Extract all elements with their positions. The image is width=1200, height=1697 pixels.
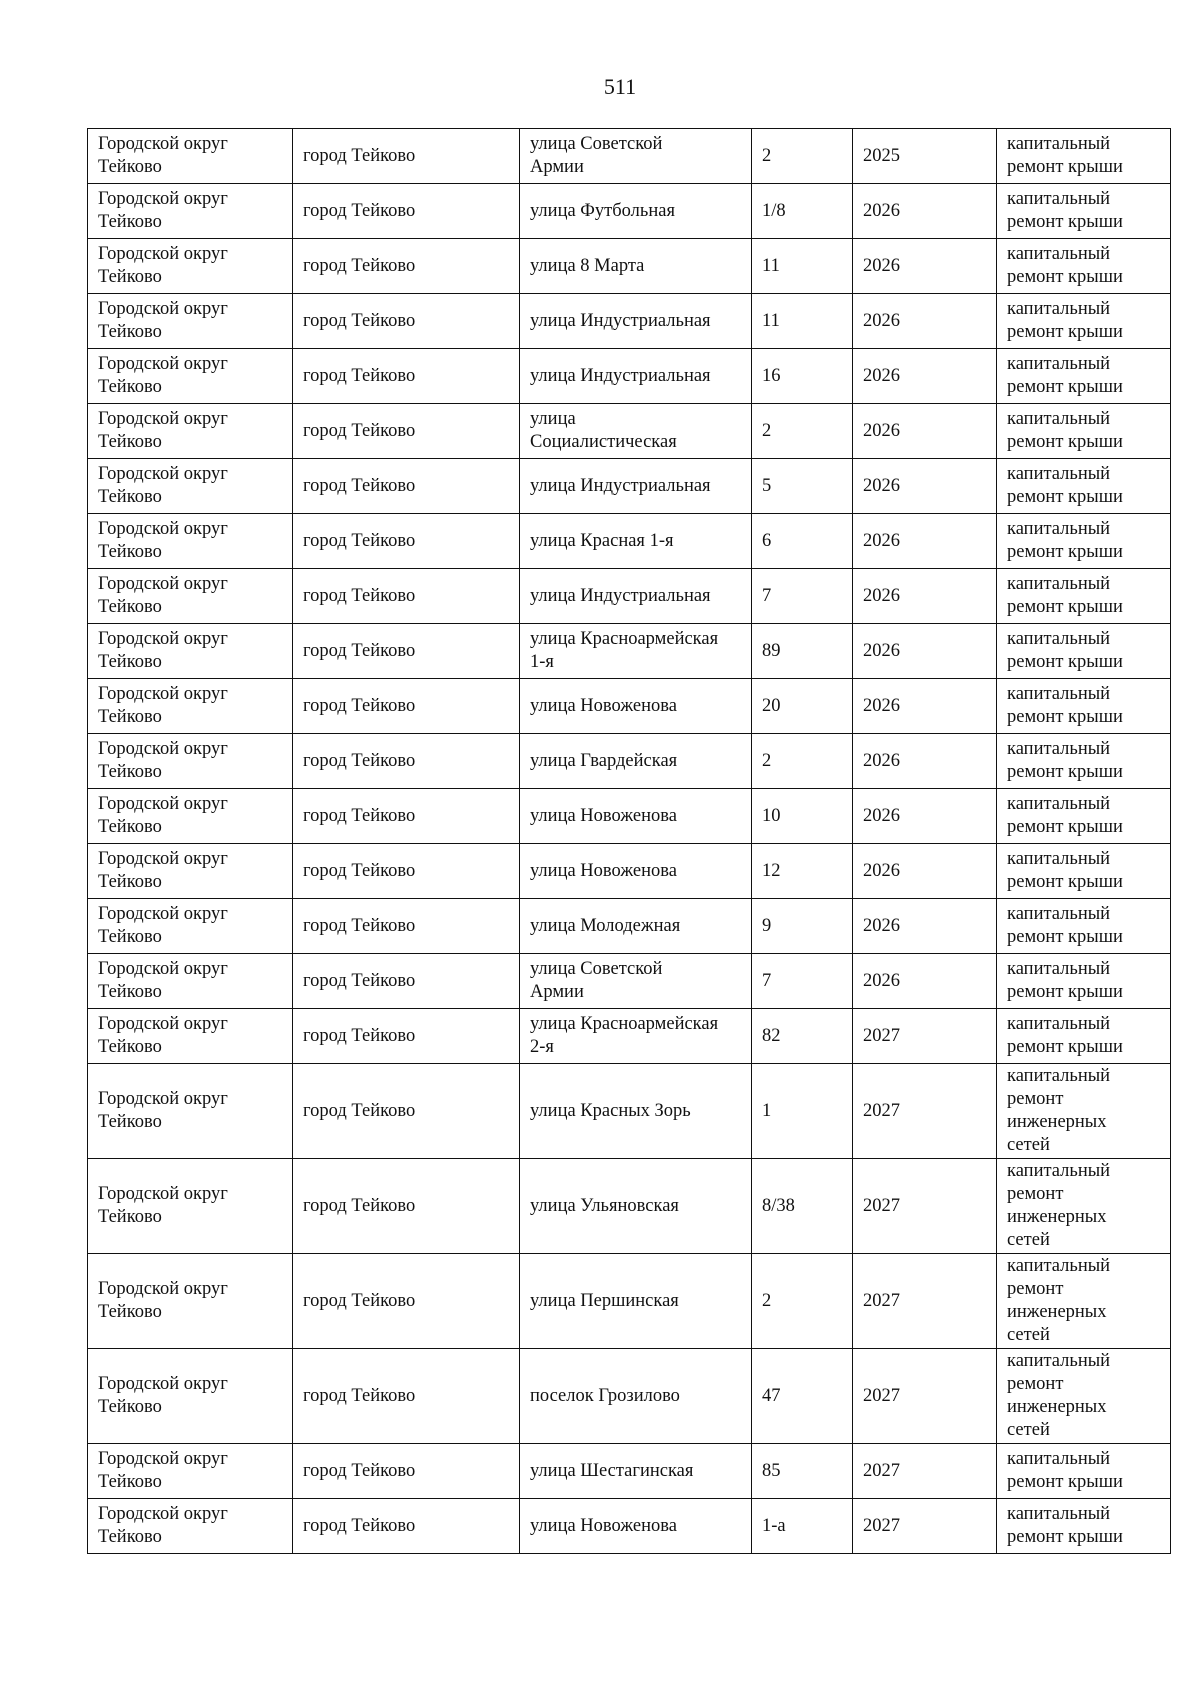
- settlement-cell: город Тейково: [293, 1349, 520, 1444]
- municipality-cell: Городской округ Тейково: [88, 679, 293, 734]
- year-cell: 2027: [853, 1254, 997, 1349]
- house-number-cell: 11: [752, 239, 853, 294]
- year-cell: 2027: [853, 1499, 997, 1554]
- work-type-cell: капитальный ремонт крыши: [997, 294, 1171, 349]
- year-cell: 2026: [853, 899, 997, 954]
- table-row: [88, 569, 1171, 624]
- year-cell: 2026: [853, 624, 997, 679]
- municipality-cell: Городской округ Тейково: [88, 1444, 293, 1499]
- table-row: [88, 1064, 1171, 1159]
- repair-schedule-table: [87, 128, 1171, 1554]
- municipality-cell: Городской округ Тейково: [88, 624, 293, 679]
- work-type-cell: капитальный ремонт крыши: [997, 514, 1171, 569]
- street-cell: улица Красноармейская 2-я: [520, 1009, 752, 1064]
- work-type-cell: капитальный ремонт крыши: [997, 1444, 1171, 1499]
- year-cell: 2026: [853, 404, 997, 459]
- settlement-cell: город Тейково: [293, 624, 520, 679]
- street-cell: улица Индустриальная: [520, 459, 752, 514]
- settlement-cell: город Тейково: [293, 569, 520, 624]
- work-type-cell: капитальный ремонт крыши: [997, 569, 1171, 624]
- street-cell: улица Гвардейская: [520, 734, 752, 789]
- street-cell: улица Индустриальная: [520, 294, 752, 349]
- year-cell: 2027: [853, 1444, 997, 1499]
- year-cell: 2026: [853, 569, 997, 624]
- table-row: [88, 129, 1171, 184]
- municipality-cell: Городской округ Тейково: [88, 404, 293, 459]
- table-row: [88, 514, 1171, 569]
- work-type-cell: капитальный ремонт крыши: [997, 459, 1171, 514]
- work-type-cell: капитальный ремонт крыши: [997, 954, 1171, 1009]
- street-cell: улица Ульяновская: [520, 1159, 752, 1254]
- settlement-cell: город Тейково: [293, 129, 520, 184]
- year-cell: 2027: [853, 1349, 997, 1444]
- street-cell: улица Социалистическая: [520, 404, 752, 459]
- table-row: [88, 844, 1171, 899]
- work-type-cell: капитальный ремонт крыши: [997, 1009, 1171, 1064]
- settlement-cell: город Тейково: [293, 789, 520, 844]
- street-cell: улица Красных Зорь: [520, 1064, 752, 1159]
- work-type-cell: капитальный ремонт инженерных сетей: [997, 1254, 1171, 1349]
- work-type-cell: капитальный ремонт крыши: [997, 1499, 1171, 1554]
- year-cell: 2026: [853, 844, 997, 899]
- settlement-cell: город Тейково: [293, 1254, 520, 1349]
- settlement-cell: город Тейково: [293, 679, 520, 734]
- table-row: [88, 239, 1171, 294]
- house-number-cell: 2: [752, 129, 853, 184]
- work-type-cell: капитальный ремонт крыши: [997, 239, 1171, 294]
- table-row: [88, 1499, 1171, 1554]
- table-row: [88, 1009, 1171, 1064]
- municipality-cell: Городской округ Тейково: [88, 954, 293, 1009]
- house-number-cell: 1/8: [752, 184, 853, 239]
- municipality-cell: Городской округ Тейково: [88, 789, 293, 844]
- street-cell: улица Новоженова: [520, 679, 752, 734]
- street-cell: улица Першинская: [520, 1254, 752, 1349]
- settlement-cell: город Тейково: [293, 349, 520, 404]
- table-row: [88, 459, 1171, 514]
- settlement-cell: город Тейково: [293, 294, 520, 349]
- street-cell: улица 8 Марта: [520, 239, 752, 294]
- house-number-cell: 9: [752, 899, 853, 954]
- street-cell: поселок Грозилово: [520, 1349, 752, 1444]
- municipality-cell: Городской округ Тейково: [88, 1254, 293, 1349]
- table-body: [88, 129, 1171, 1554]
- work-type-cell: капитальный ремонт крыши: [997, 734, 1171, 789]
- municipality-cell: Городской округ Тейково: [88, 129, 293, 184]
- municipality-cell: Городской округ Тейково: [88, 899, 293, 954]
- year-cell: 2026: [853, 734, 997, 789]
- house-number-cell: 2: [752, 734, 853, 789]
- municipality-cell: Городской округ Тейково: [88, 734, 293, 789]
- house-number-cell: 2: [752, 404, 853, 459]
- street-cell: улица Молодежная: [520, 899, 752, 954]
- settlement-cell: город Тейково: [293, 1444, 520, 1499]
- table-row: [88, 1159, 1171, 1254]
- year-cell: 2027: [853, 1064, 997, 1159]
- municipality-cell: Городской округ Тейково: [88, 1159, 293, 1254]
- house-number-cell: 47: [752, 1349, 853, 1444]
- table-row: [88, 679, 1171, 734]
- page-number: 511: [603, 74, 637, 99]
- work-type-cell: капитальный ремонт крыши: [997, 404, 1171, 459]
- table-row: [88, 954, 1171, 1009]
- table-row: [88, 184, 1171, 239]
- house-number-cell: 6: [752, 514, 853, 569]
- street-cell: улица Красноармейская 1-я: [520, 624, 752, 679]
- work-type-cell: капитальный ремонт инженерных сетей: [997, 1064, 1171, 1159]
- house-number-cell: 10: [752, 789, 853, 844]
- settlement-cell: город Тейково: [293, 459, 520, 514]
- house-number-cell: 16: [752, 349, 853, 404]
- settlement-cell: город Тейково: [293, 734, 520, 789]
- work-type-cell: капитальный ремонт крыши: [997, 899, 1171, 954]
- settlement-cell: город Тейково: [293, 239, 520, 294]
- street-cell: улица Советской Армии: [520, 954, 752, 1009]
- house-number-cell: 8/38: [752, 1159, 853, 1254]
- street-cell: улица Советской Армии: [520, 129, 752, 184]
- street-cell: улица Индустриальная: [520, 349, 752, 404]
- house-number-cell: 82: [752, 1009, 853, 1064]
- table-row: [88, 624, 1171, 679]
- municipality-cell: Городской округ Тейково: [88, 294, 293, 349]
- work-type-cell: капитальный ремонт крыши: [997, 184, 1171, 239]
- year-cell: 2025: [853, 129, 997, 184]
- settlement-cell: город Тейково: [293, 1499, 520, 1554]
- settlement-cell: город Тейково: [293, 1009, 520, 1064]
- house-number-cell: 7: [752, 954, 853, 1009]
- table-row: [88, 789, 1171, 844]
- municipality-cell: Городской округ Тейково: [88, 1499, 293, 1554]
- year-cell: 2027: [853, 1159, 997, 1254]
- house-number-cell: 12: [752, 844, 853, 899]
- street-cell: улица Индустриальная: [520, 569, 752, 624]
- house-number-cell: 20: [752, 679, 853, 734]
- work-type-cell: капитальный ремонт инженерных сетей: [997, 1159, 1171, 1254]
- street-cell: улица Новоженова: [520, 844, 752, 899]
- year-cell: 2026: [853, 349, 997, 404]
- work-type-cell: капитальный ремонт крыши: [997, 679, 1171, 734]
- settlement-cell: город Тейково: [293, 404, 520, 459]
- street-cell: улица Шестагинская: [520, 1444, 752, 1499]
- settlement-cell: город Тейково: [293, 899, 520, 954]
- table-row: [88, 404, 1171, 459]
- table-row: [88, 1444, 1171, 1499]
- year-cell: 2026: [853, 184, 997, 239]
- year-cell: 2027: [853, 1009, 997, 1064]
- house-number-cell: 1-а: [752, 1499, 853, 1554]
- house-number-cell: 85: [752, 1444, 853, 1499]
- settlement-cell: город Тейково: [293, 844, 520, 899]
- table-row: [88, 349, 1171, 404]
- year-cell: 2026: [853, 459, 997, 514]
- street-cell: улица Красная 1-я: [520, 514, 752, 569]
- municipality-cell: Городской округ Тейково: [88, 514, 293, 569]
- house-number-cell: 5: [752, 459, 853, 514]
- year-cell: 2026: [853, 294, 997, 349]
- settlement-cell: город Тейково: [293, 514, 520, 569]
- house-number-cell: 11: [752, 294, 853, 349]
- municipality-cell: Городской округ Тейково: [88, 184, 293, 239]
- year-cell: 2026: [853, 514, 997, 569]
- work-type-cell: капитальный ремонт крыши: [997, 624, 1171, 679]
- house-number-cell: 7: [752, 569, 853, 624]
- house-number-cell: 2: [752, 1254, 853, 1349]
- table-row: [88, 294, 1171, 349]
- municipality-cell: Городской округ Тейково: [88, 844, 293, 899]
- table-row: [88, 734, 1171, 789]
- house-number-cell: 89: [752, 624, 853, 679]
- municipality-cell: Городской округ Тейково: [88, 569, 293, 624]
- year-cell: 2026: [853, 679, 997, 734]
- settlement-cell: город Тейково: [293, 1159, 520, 1254]
- house-number-cell: 1: [752, 1064, 853, 1159]
- municipality-cell: Городской округ Тейково: [88, 349, 293, 404]
- street-cell: улица Футбольная: [520, 184, 752, 239]
- year-cell: 2026: [853, 954, 997, 1009]
- street-cell: улица Новоженова: [520, 789, 752, 844]
- municipality-cell: Городской округ Тейково: [88, 459, 293, 514]
- municipality-cell: Городской округ Тейково: [88, 239, 293, 294]
- table-row: [88, 1349, 1171, 1444]
- table-row: [88, 899, 1171, 954]
- settlement-cell: город Тейково: [293, 1064, 520, 1159]
- year-cell: 2026: [853, 239, 997, 294]
- work-type-cell: капитальный ремонт крыши: [997, 129, 1171, 184]
- municipality-cell: Городской округ Тейково: [88, 1064, 293, 1159]
- work-type-cell: капитальный ремонт крыши: [997, 844, 1171, 899]
- year-cell: 2026: [853, 789, 997, 844]
- table-row: [88, 1254, 1171, 1349]
- municipality-cell: Городской округ Тейково: [88, 1009, 293, 1064]
- settlement-cell: город Тейково: [293, 184, 520, 239]
- work-type-cell: капитальный ремонт крыши: [997, 789, 1171, 844]
- work-type-cell: капитальный ремонт инженерных сетей: [997, 1349, 1171, 1444]
- work-type-cell: капитальный ремонт крыши: [997, 349, 1171, 404]
- settlement-cell: город Тейково: [293, 954, 520, 1009]
- street-cell: улица Новоженова: [520, 1499, 752, 1554]
- municipality-cell: Городской округ Тейково: [88, 1349, 293, 1444]
